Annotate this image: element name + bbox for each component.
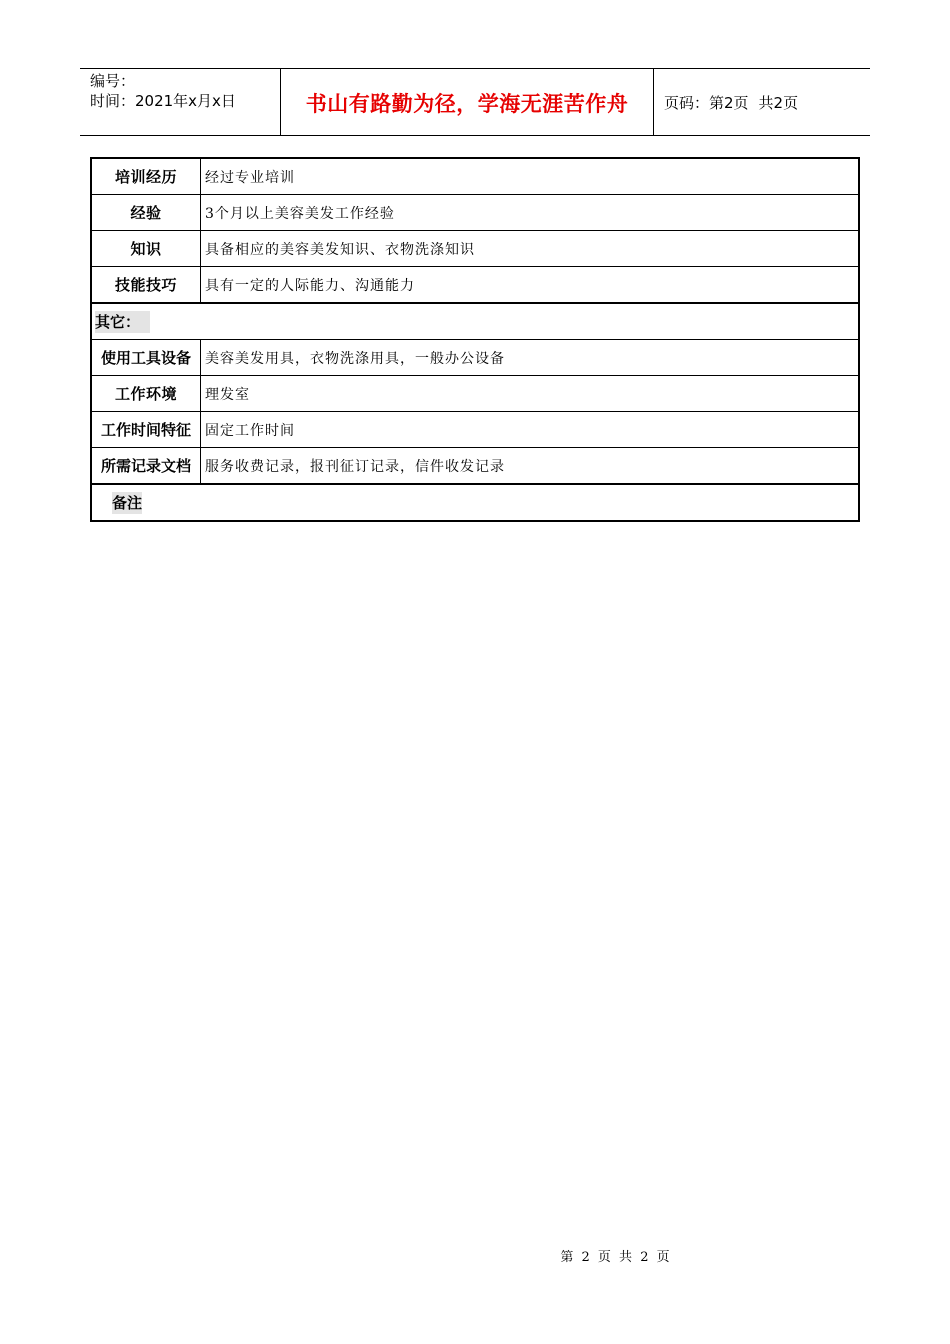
row-value-environment: 理发室 [201,376,860,412]
row-label-knowledge: 知识 [91,231,201,267]
table-row [91,340,859,376]
table-row [91,231,859,267]
section-row-other [91,303,859,340]
section-row-remarks [91,484,859,521]
job-description-table [90,157,860,522]
row-label-skills: 技能技巧 [91,267,201,304]
row-value-records: 服务收费记录，报刊征订记录，信件收发记录 [201,448,860,485]
section-heading-remarks-text: 备注 [112,494,143,512]
table-row [91,267,859,304]
row-label-training: 培训经历 [91,158,201,195]
table-row [91,412,859,448]
table-row [91,376,859,412]
header-page-number: 页码：第2页 [664,93,749,112]
row-label-environment: 工作环境 [91,376,201,412]
row-value-tools: 美容美发用具，衣物洗涤用具，一般办公设备 [201,340,860,376]
header-meta [80,69,281,135]
row-label-records: 所需记录文档 [91,448,201,485]
row-label-experience: 经验 [91,195,201,231]
document-time-label: 时间：2021年x月x日 [90,92,236,110]
row-label-work-time: 工作时间特征 [91,412,201,448]
header-motto: 书山有路勤为径，学海无涯苦作舟 [281,69,654,135]
table-row [91,158,859,195]
table-row [91,448,859,485]
header-page-info [654,69,870,135]
row-value-skills: 具有一定的人际能力、沟通能力 [201,267,860,304]
table-row [91,195,859,231]
section-heading-other [91,303,859,340]
row-value-work-time: 固定工作时间 [201,412,860,448]
page-footer: 第 2 页 共 2 页 [560,1250,672,1265]
page-header [80,68,870,136]
row-value-experience: 3个月以上美容美发工作经验 [201,195,860,231]
row-label-tools: 使用工具设备 [91,340,201,376]
document-number-label: 编号： [90,72,136,90]
section-heading-other-text: 其它： [95,311,150,333]
row-value-knowledge: 具备相应的美容美发知识、衣物洗涤知识 [201,231,860,267]
section-heading-remarks [91,484,859,521]
row-value-training: 经过专业培训 [201,158,860,195]
header-page-total: 共2页 [758,93,799,112]
